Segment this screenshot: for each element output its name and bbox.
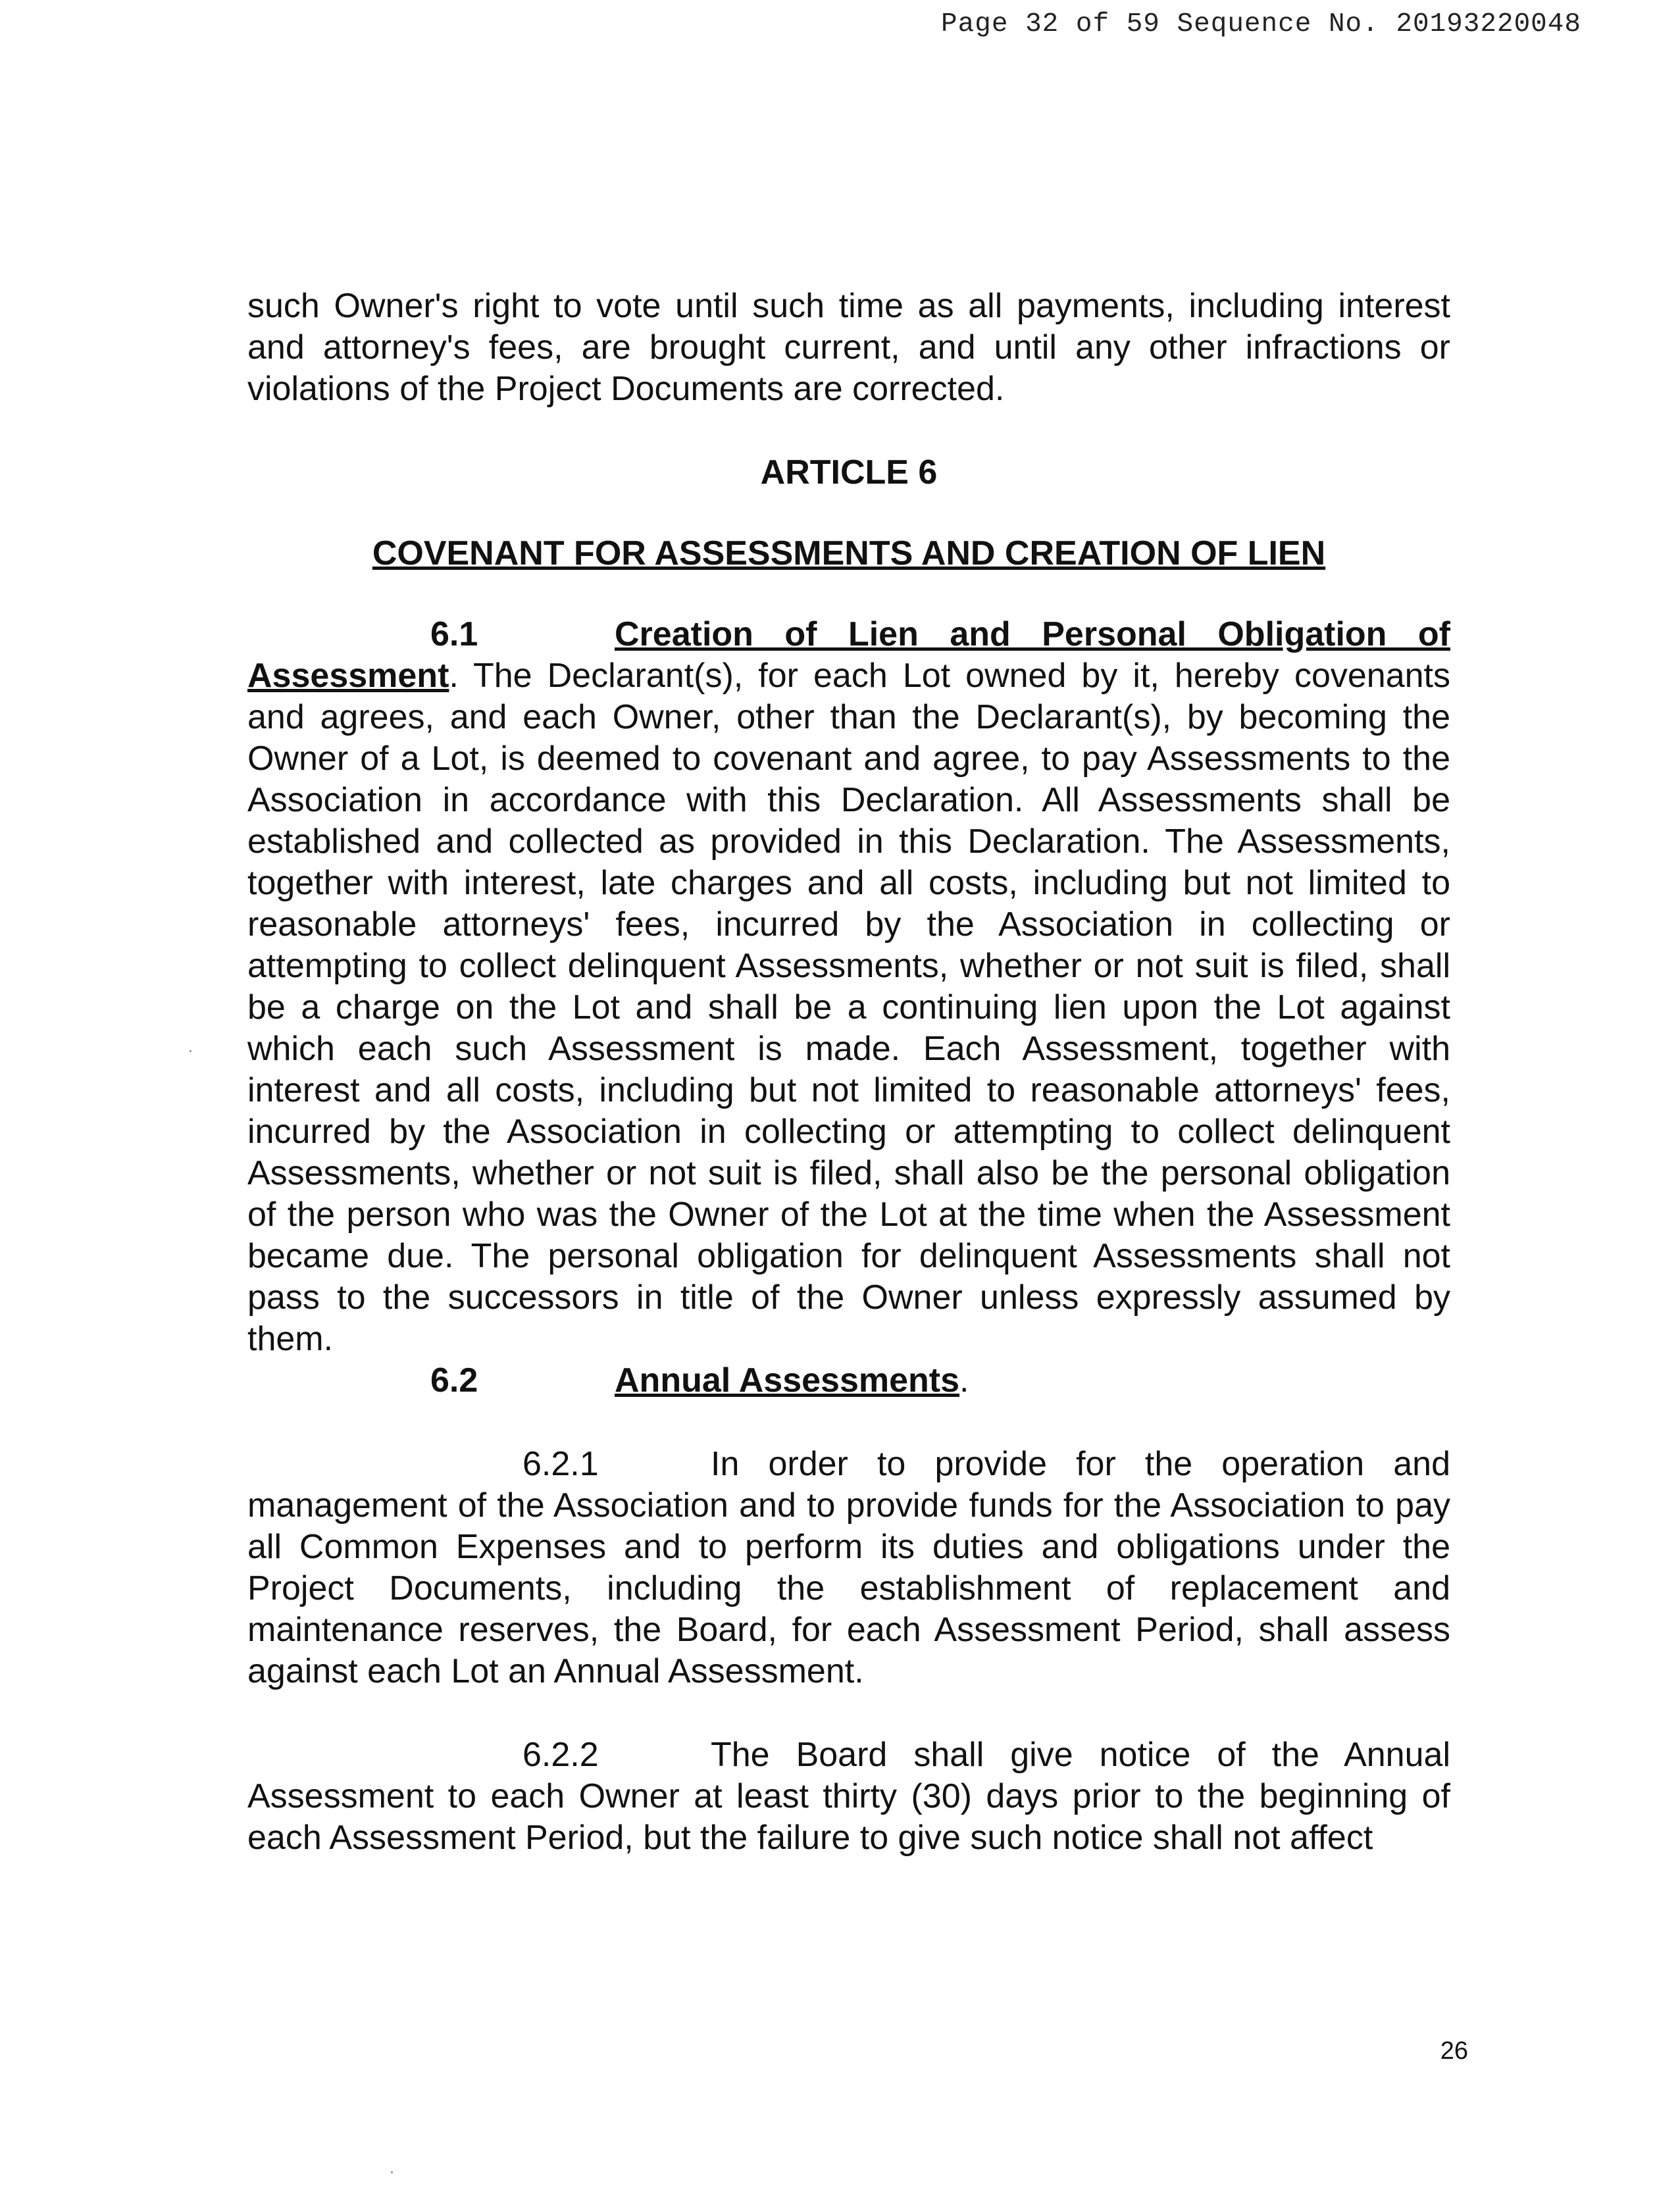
continuation-paragraph: such Owner's right to vote until such time as all payments, including interest and attorney's fees, are brought current, and until any other infractions or violations of the Project Documents are corrected. — [247, 287, 1450, 408]
section-6-2-2-text: The Board shall give notice of the Annual Assessment to each Owner at least thirty (30) days prior to the beginning of each Assessment Period, but the failure to give such notice shall not affect — [247, 1736, 1450, 1857]
section-6-1-number: 6.1 — [430, 615, 478, 653]
page-header: Page 32 of 59 Sequence No. 20193220048 — [941, 9, 1581, 39]
section-6-1-title: Creation of Lien and Personal Obligation of Assessment — [247, 615, 1450, 695]
scan-speck — [190, 1050, 191, 1052]
section-6-2-suffix: . — [959, 1361, 969, 1400]
section-6-2 — [247, 1360, 1450, 1402]
scan-speck — [391, 2171, 393, 2173]
page-number: 26 — [1440, 2037, 1468, 2065]
article-title: COVENANT FOR ASSESSMENTS AND CREATION OF LIEN — [372, 534, 1326, 572]
section-6-2-1-text: In order to provide for the operation and management of the Association and to provide funds for the Association to pay all Common Expenses and to perform its duties and obligations under the Project Documents, including the establishment of replacement and maintenance reserves, the Board, for each Assessment Period, shall assess against each Lot an Annual Assessment. — [247, 1445, 1450, 1690]
section-6-2-1-number: 6.2.1 — [522, 1445, 599, 1483]
section-6-2-number: 6.2 — [430, 1361, 478, 1400]
document-body — [247, 286, 1450, 1859]
section-6-2-title: Annual Assessments — [615, 1361, 960, 1400]
section-6-1 — [247, 614, 1450, 1360]
section-6-2-1 — [247, 1444, 1450, 1692]
section-6-2-2-number: 6.2.2 — [522, 1736, 599, 1774]
section-6-2-2 — [247, 1734, 1450, 1859]
article-heading: ARTICLE 6 — [760, 453, 938, 492]
section-6-1-text: . The Declarant(s), for each Lot owned by it, hereby covenants and agrees, and each Owner, other than the Declarant(s), by becoming the Owner of a Lot, is deemed to covenant and agree, to pay Assessments to the Association in accordance with this Declaration. All Assessments shall be established and collected as provided in this Declaration. The Assessments, together with interest, late charges and all costs, including but not limited to reasonable attorneys' fees, incurred by the Association in collecting or attempting to collect delinquent Assessments, whether or not suit is filed, shall be a charge on the Lot and shall be a continuing lien upon the Lot against which each such Assessment is made. Each Assessment, together with interest and all costs, including but not limited to reasonable attorneys' fees, incurred by the Association in collecting or attempting to collect delinquent Assessments, whether or not suit is filed, shall also be the personal obligation of the person who was the Owner of the Lot at the time when the Assessment became due. The personal obligation for delinquent Assessments shall not pass to the successors in title of the Owner unless expressly assumed by them. — [247, 657, 1450, 1358]
